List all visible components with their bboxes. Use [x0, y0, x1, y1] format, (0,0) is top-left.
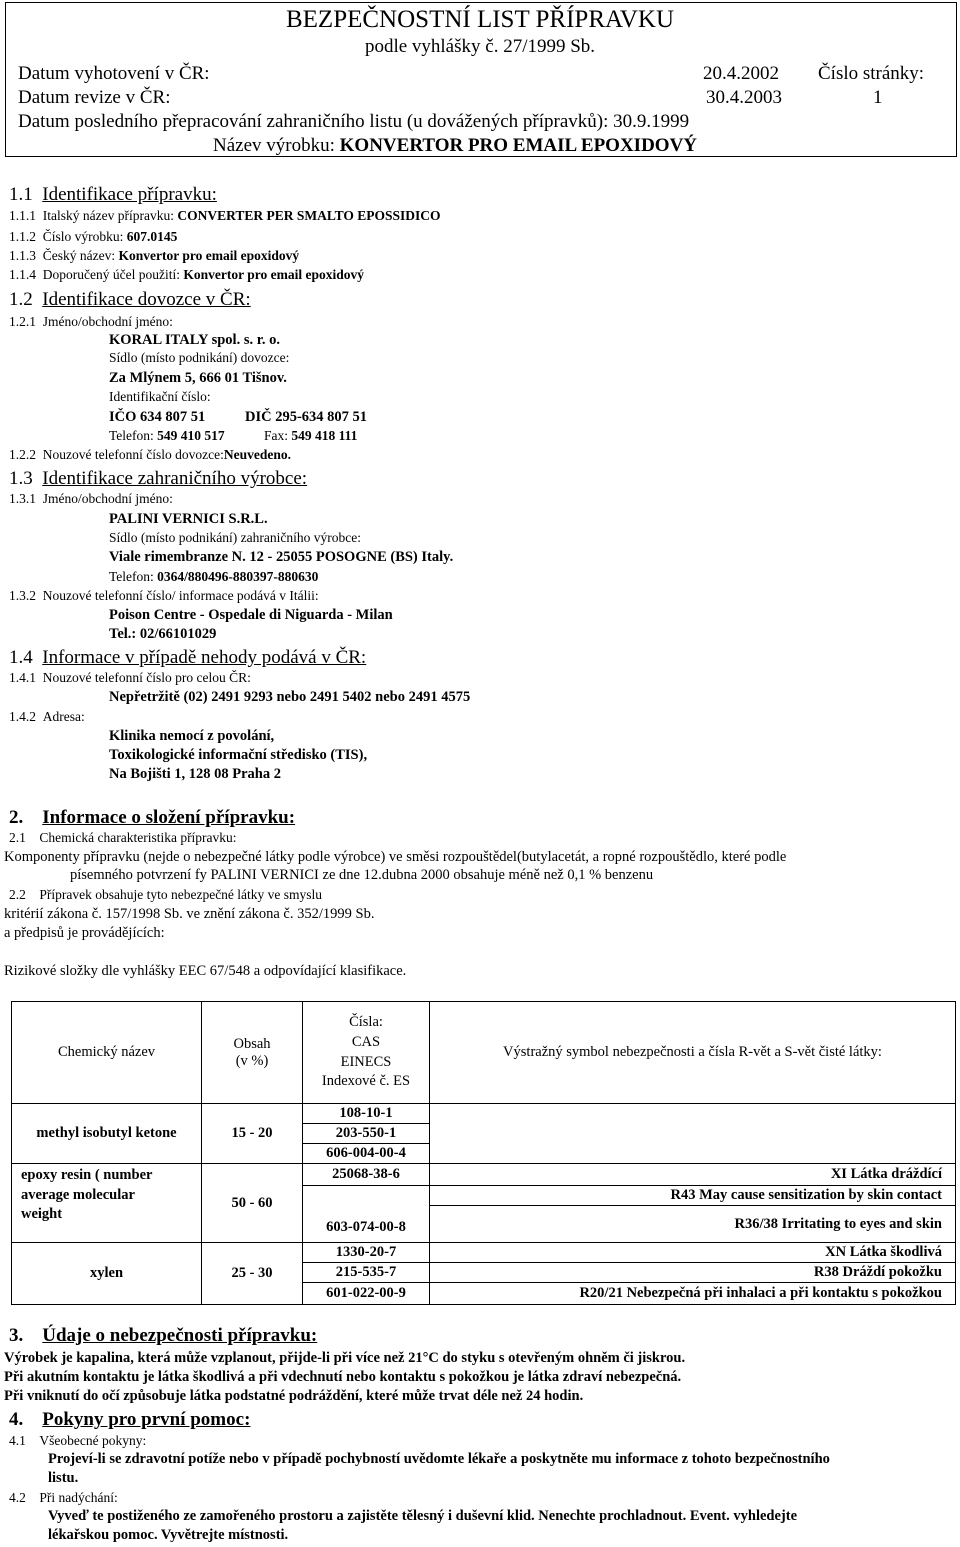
- row-2-content: 50 - 60: [202, 1164, 303, 1243]
- date-revision: 30.4.2003: [706, 87, 782, 108]
- composition-text-1: Komponenty přípravku (nejde o nebezpečné látky podle výrobce) ve směsi rozpouštědel(butylacetát, a ropné rozpouštědlo, které podle: [4, 849, 787, 865]
- page-label: Číslo stránky:: [818, 63, 925, 84]
- section-3-heading: 3. Údaje o nebezpečnosti přípravku:: [9, 1325, 318, 1346]
- general-text-1: Projeví-li se zdravotní potíže nebo v případě pochybností uvědomte lékaře a poskytněte mu informace z tohoto bezpečnostního: [48, 1451, 830, 1467]
- hazard-line-3: Při vniknutí do očí způsobuje látka podstatné podráždění, které může trvat déle než 24 hodin.: [4, 1388, 584, 1404]
- row-1-symbols: [430, 1104, 956, 1164]
- product-name: KONVERTOR PRO EMAIL EPOXIDOVÝ: [339, 135, 698, 156]
- hazard-line-2: Při akutním kontaktu je látka škodlivá a při vdechnutí nebo kontaktu s pokožkou je látka zdraví nebezpečná.: [4, 1369, 682, 1385]
- row-2-symbol-3: R36/38 Irritating to eyes and skin: [430, 1206, 956, 1243]
- col-name-header: Chemický název: [12, 1002, 202, 1104]
- row-2-cas: 25068-38-6: [303, 1164, 430, 1186]
- row-2-symbol-1: XI Látka dráždící: [430, 1164, 956, 1186]
- section-1-4-heading: 1.4 Informace v případě nehody podává v ČR:: [9, 647, 367, 668]
- product-name-row: [213, 136, 697, 155]
- inhalation-text-1: Vyveď te postiženého ze zamořeného prostoru a zajistěte tělesný i duševní klid. Nenechte prochladnout. Event. vyhledejte: [48, 1508, 798, 1524]
- clinic-line-1: Klinika nemocí z povolání,: [109, 728, 275, 744]
- maker-phone: Telefon: 0364/880496-880397-880630: [109, 569, 319, 584]
- row-1-1-2: 1.1.2 Číslo výrobku: 607.0145: [9, 229, 178, 244]
- importer-fax: Fax: 549 418 111: [264, 428, 358, 443]
- importer-dic: DIČ 295-634 807 51: [245, 409, 368, 425]
- importer-phone: Telefon: 549 410 517: [109, 428, 225, 443]
- date-created-label: Datum vyhotovení v ČR:: [18, 63, 210, 84]
- law-text-1: kritérií zákona č. 157/1998 Sb. ve znění zákona č. 352/1999 Sb.: [4, 906, 375, 922]
- maker-name: PALINI VERNICI S.R.L.: [109, 511, 268, 527]
- row-3-einecs: 215-535-7: [303, 1263, 430, 1283]
- row-2-1: 2.1 Chemická charakteristika přípravku:: [9, 830, 237, 845]
- poison-tel: Tel.: 02/66101029: [109, 626, 217, 642]
- section-1-2-heading: 1.2 Identifikace dovozce v ČR:: [9, 289, 251, 310]
- section-2-heading: 2. Informace o složení přípravku:: [9, 807, 296, 828]
- col-symbol-header: Výstražný symbol nebezpečnosti a čísla R-vět a S-vět čisté látky:: [430, 1002, 956, 1104]
- row-1-1-4: 1.1.4 Doporučený účel použití: Konvertor pro email epoxidový: [9, 267, 364, 282]
- composition-table: [11, 1001, 956, 1305]
- table-header-row: [12, 1002, 956, 1104]
- row-3-name: xylen: [12, 1243, 202, 1305]
- inhalation-text-2: lékařskou pomoc. Vyvětrejte místnosti.: [48, 1527, 289, 1543]
- row-1-4-1: 1.4.1 Nouzové telefonní číslo pro celou ČR:: [9, 670, 251, 685]
- row-2-einecs: 603-074-00-8: [303, 1186, 430, 1243]
- emergency-numbers: Nepřetržitě (02) 2491 9293 nebo 2491 5402 nebo 2491 4575: [109, 689, 471, 705]
- importer-ico: IČO 634 807 51: [109, 409, 206, 425]
- clinic-line-3: Na Bojišti 1, 128 08 Praha 2: [109, 766, 281, 782]
- composition-text-2: písemného potvrzení fy PALINI VERNICI ze dne 12.dubna 2000 obsahuje méně než 0,1 % benzenu: [70, 867, 654, 883]
- row-1-2-1: 1.2.1 Jméno/obchodní jméno:: [9, 314, 173, 329]
- row-3-symbol-1: XN Látka škodlivá: [430, 1243, 956, 1263]
- table-row: [12, 1104, 956, 1124]
- document-title: BEZPEČNOSTNÍ LIST PŘÍPRAVKU: [285, 6, 675, 33]
- page-number: 1: [873, 87, 883, 108]
- date-translation: Datum posledního přepracování zahraničního listu (u dovážených přípravků): 30.9.1999: [18, 111, 690, 132]
- general-text-2: listu.: [48, 1470, 79, 1486]
- section-4-heading: 4. Pokyny pro první pomoc:: [9, 1409, 251, 1430]
- row-1-3-1: 1.3.1 Jméno/obchodní jméno:: [9, 491, 173, 506]
- hazard-line-1: Výrobek je kapalina, která může vzplanout, přijde-li při více než 21°C do styku s otevřeným ohněm či jiskrou.: [4, 1350, 686, 1366]
- product-name-label: Název výrobku:: [213, 135, 335, 156]
- importer-seat: Za Mlýnem 5, 666 01 Tišnov.: [109, 370, 287, 386]
- row-1-1-3: 1.1.3 Český název: Konvertor pro email epoxidový: [9, 248, 300, 263]
- row-1-2-2: 1.2.2 Nouzové telefonní číslo dovozce:Neuvedeno.: [9, 447, 291, 462]
- row-1-content: 15 - 20: [202, 1104, 303, 1164]
- law-text-2: a předpisů je provádějících:: [4, 925, 165, 941]
- row-1-name: methyl isobutyl ketone: [12, 1104, 202, 1164]
- maker-seat: Viale rimembranze N. 12 - 25055 POSOGNE (BS) Italy.: [109, 549, 454, 565]
- risk-components-text: Rizikové složky dle vyhlášky EEC 67/548 a odpovídající klasifikace.: [4, 963, 407, 979]
- section-1-3-heading: 1.3 Identifikace zahraničního výrobce:: [9, 468, 308, 489]
- maker-seat-label: Sídlo (místo podnikání) zahraničního výrobce:: [109, 530, 361, 545]
- table-row: [12, 1164, 956, 1186]
- row-4-2: 4.2 Při nadýchání:: [9, 1490, 118, 1505]
- row-1-1-1: 1.1.1 Italský název přípravku: CONVERTER PER SMALTO EPOSSIDICO: [9, 208, 441, 223]
- date-revision-label: Datum revize v ČR:: [18, 87, 171, 108]
- row-2-name: epoxy resin ( number average molecular weight: [12, 1164, 202, 1243]
- row-3-content: 25 - 30: [202, 1243, 303, 1305]
- importer-seat-label: Sídlo (místo podnikání) dovozce:: [109, 350, 290, 365]
- row-1-cas: 108-10-1: [303, 1104, 430, 1124]
- row-1-3-2: 1.3.2 Nouzové telefonní číslo/ informace podává v Itálii:: [9, 588, 319, 603]
- row-3-cas: 1330-20-7: [303, 1243, 430, 1263]
- row-1-einecs: 203-550-1: [303, 1124, 430, 1144]
- row-4-1: 4.1 Všeobecné pokyny:: [9, 1433, 147, 1448]
- importer-name: KORAL ITALY spol. s. r. o.: [109, 332, 280, 348]
- row-2-2: 2.2 Přípravek obsahuje tyto nebezpečné látky ve smyslu: [9, 887, 323, 902]
- importer-id-label: Identifikační číslo:: [109, 389, 211, 404]
- row-3-index: 601-022-00-9: [303, 1283, 430, 1305]
- section-1-1-heading: 1.1 Identifikace přípravku:: [9, 184, 217, 205]
- row-3-symbol-2: R38 Dráždí pokožku: [430, 1263, 956, 1283]
- poison-centre: Poison Centre - Ospedale di Niguarda - Milan: [109, 607, 393, 623]
- row-1-4-2: 1.4.2 Adresa:: [9, 709, 85, 724]
- col-numbers-header: Čísla: CAS EINECS Indexové č. ES: [303, 1002, 430, 1104]
- clinic-line-2: Toxikologické informační středisko (TIS),: [109, 747, 368, 763]
- row-2-symbol-2: R43 May cause sensitization by skin contact: [430, 1186, 956, 1206]
- col-content-header: Obsah (v %): [202, 1002, 303, 1104]
- date-created: 20.4.2002: [703, 63, 779, 84]
- row-3-symbol-3: R20/21 Nebezpečná při inhalaci a při kontaktu s pokožkou: [430, 1283, 956, 1305]
- document-subtitle: podle vyhlášky č. 27/1999 Sb.: [364, 36, 596, 57]
- table-row: [12, 1243, 956, 1263]
- row-1-index: 606-004-00-4: [303, 1144, 430, 1164]
